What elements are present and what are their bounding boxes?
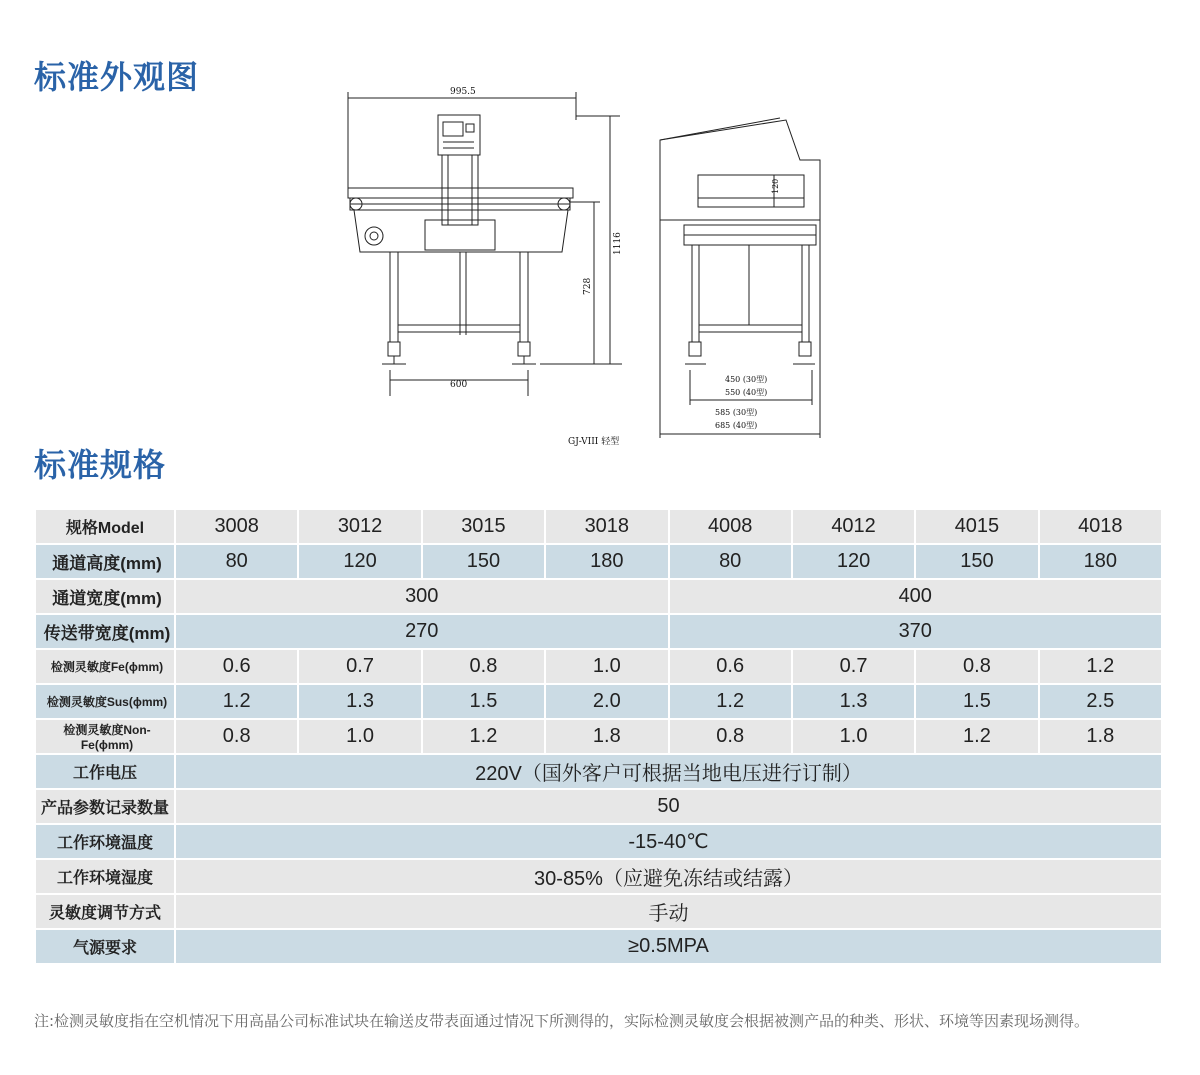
dim-side-4: 685 (40型) [715,421,758,430]
table-cell: 0.6 [175,649,298,684]
row-label: 检测灵敏度Fe(ϕmm) [35,649,175,684]
header-cell: 4012 [792,509,915,544]
table-cell: 300 [175,579,669,614]
row-label: 传送带宽度(mm) [35,614,175,649]
table-cell: 1.5 [915,684,1038,719]
table-cell: 0.6 [669,649,792,684]
dim-channel-label: 120 [771,178,780,194]
table-cell: 1.0 [545,649,668,684]
header-cell: 3008 [175,509,298,544]
row-label: 工作环境温度 [35,824,175,859]
row-label: 通道宽度(mm) [35,579,175,614]
table-cell: 50 [175,789,1162,824]
table-cell: 1.0 [298,719,421,754]
table-row-humidity [35,859,1162,894]
table-cell: 0.8 [915,649,1038,684]
table-cell: 1.2 [915,719,1038,754]
table-cell: 120 [298,544,421,579]
table-cell: 270 [175,614,669,649]
table-cell: 1.8 [1039,719,1162,754]
table-cell: 1.2 [422,719,545,754]
table-cell: 1.2 [1039,649,1162,684]
table-cell: ≥0.5MPA [175,929,1162,964]
table-cell: 150 [915,544,1038,579]
spec-table [34,508,1163,965]
table-cell: 1.0 [792,719,915,754]
dim-height-total-label: 1116 [613,232,623,255]
table-row-sens-nonfe [35,719,1162,754]
table-cell: 1.2 [175,684,298,719]
row-label: 工作电压 [35,754,175,789]
table-row-voltage [35,754,1162,789]
table-row-belt-width [35,614,1162,649]
footnote: 注:检测灵敏度指在空机情况下用高晶公司标准试块在输送皮带表面通过情况下所测得的，实际检测灵敏度会根据被测产品的种类、形状、环境等因素现场测得。 [34,1012,1090,1030]
row-label: 检测灵敏度Sus(ϕmm) [35,684,175,719]
table-cell: 手动 [175,894,1162,929]
row-label: 气源要求 [35,929,175,964]
table-cell: 0.7 [298,649,421,684]
table-cell: 180 [1039,544,1162,579]
table-row-records [35,789,1162,824]
table-row-adjust [35,894,1162,929]
table-row-temperature [35,824,1162,859]
header-cell: 4008 [669,509,792,544]
row-label: 工作环境湿度 [35,859,175,894]
header-cell: 4018 [1039,509,1162,544]
table-cell: 0.8 [175,719,298,754]
header-cell: 规格Model [35,509,175,544]
section-title-spec: 标准规格 [34,446,167,484]
table-cell: 220V（国外客户可根据当地电压进行订制） [175,754,1162,789]
table-cell: 0.8 [669,719,792,754]
table-cell: 1.5 [422,684,545,719]
dim-width-label: 995.5 [450,87,476,97]
table-cell: 2.0 [545,684,668,719]
table-cell: 1.3 [792,684,915,719]
table-row-sens-sus [35,684,1162,719]
header-cell: 4015 [915,509,1038,544]
table-cell: 180 [545,544,668,579]
row-label: 检测灵敏度Non-Fe(ϕmm) [35,719,175,754]
table-cell: -15-40℃ [175,824,1162,859]
row-label: 产品参数记录数量 [35,789,175,824]
table-cell: 30-85%（应避免冻结或结露） [175,859,1162,894]
table-cell: 80 [175,544,298,579]
table-cell: 1.8 [545,719,668,754]
dim-leg-span-label: 600 [450,380,468,390]
header-cell: 3012 [298,509,421,544]
table-row-channel-width [35,579,1162,614]
table-cell: 2.5 [1039,684,1162,719]
table-cell: 1.2 [669,684,792,719]
header-cell: 3018 [545,509,668,544]
row-label: 灵敏度调节方式 [35,894,175,929]
table-cell: 0.8 [422,649,545,684]
dim-side-1: 450 (30型) [725,375,768,384]
table-cell: 0.7 [792,649,915,684]
section-title-appearance: 标准外观图 [34,58,200,96]
table-row-air [35,929,1162,964]
table-row-sens-fe [35,649,1162,684]
dim-side-3: 585 (30型) [715,408,758,417]
table-row-header [35,509,1162,544]
row-label: 通道高度(mm) [35,544,175,579]
table-cell: 120 [792,544,915,579]
table-cell: 1.3 [298,684,421,719]
table-row-channel-height [35,544,1162,579]
header-cell: 3015 [422,509,545,544]
table-cell: 370 [669,614,1163,649]
dim-height-belt-label: 728 [583,277,593,295]
model-caption: GJ-VIII 轻型 [568,437,620,447]
table-cell: 400 [669,579,1163,614]
dim-side-2: 550 (40型) [725,388,768,397]
front-view [348,87,623,396]
machine-drawing [330,80,850,460]
table-cell: 150 [422,544,545,579]
table-cell: 80 [669,544,792,579]
side-view [660,118,820,438]
